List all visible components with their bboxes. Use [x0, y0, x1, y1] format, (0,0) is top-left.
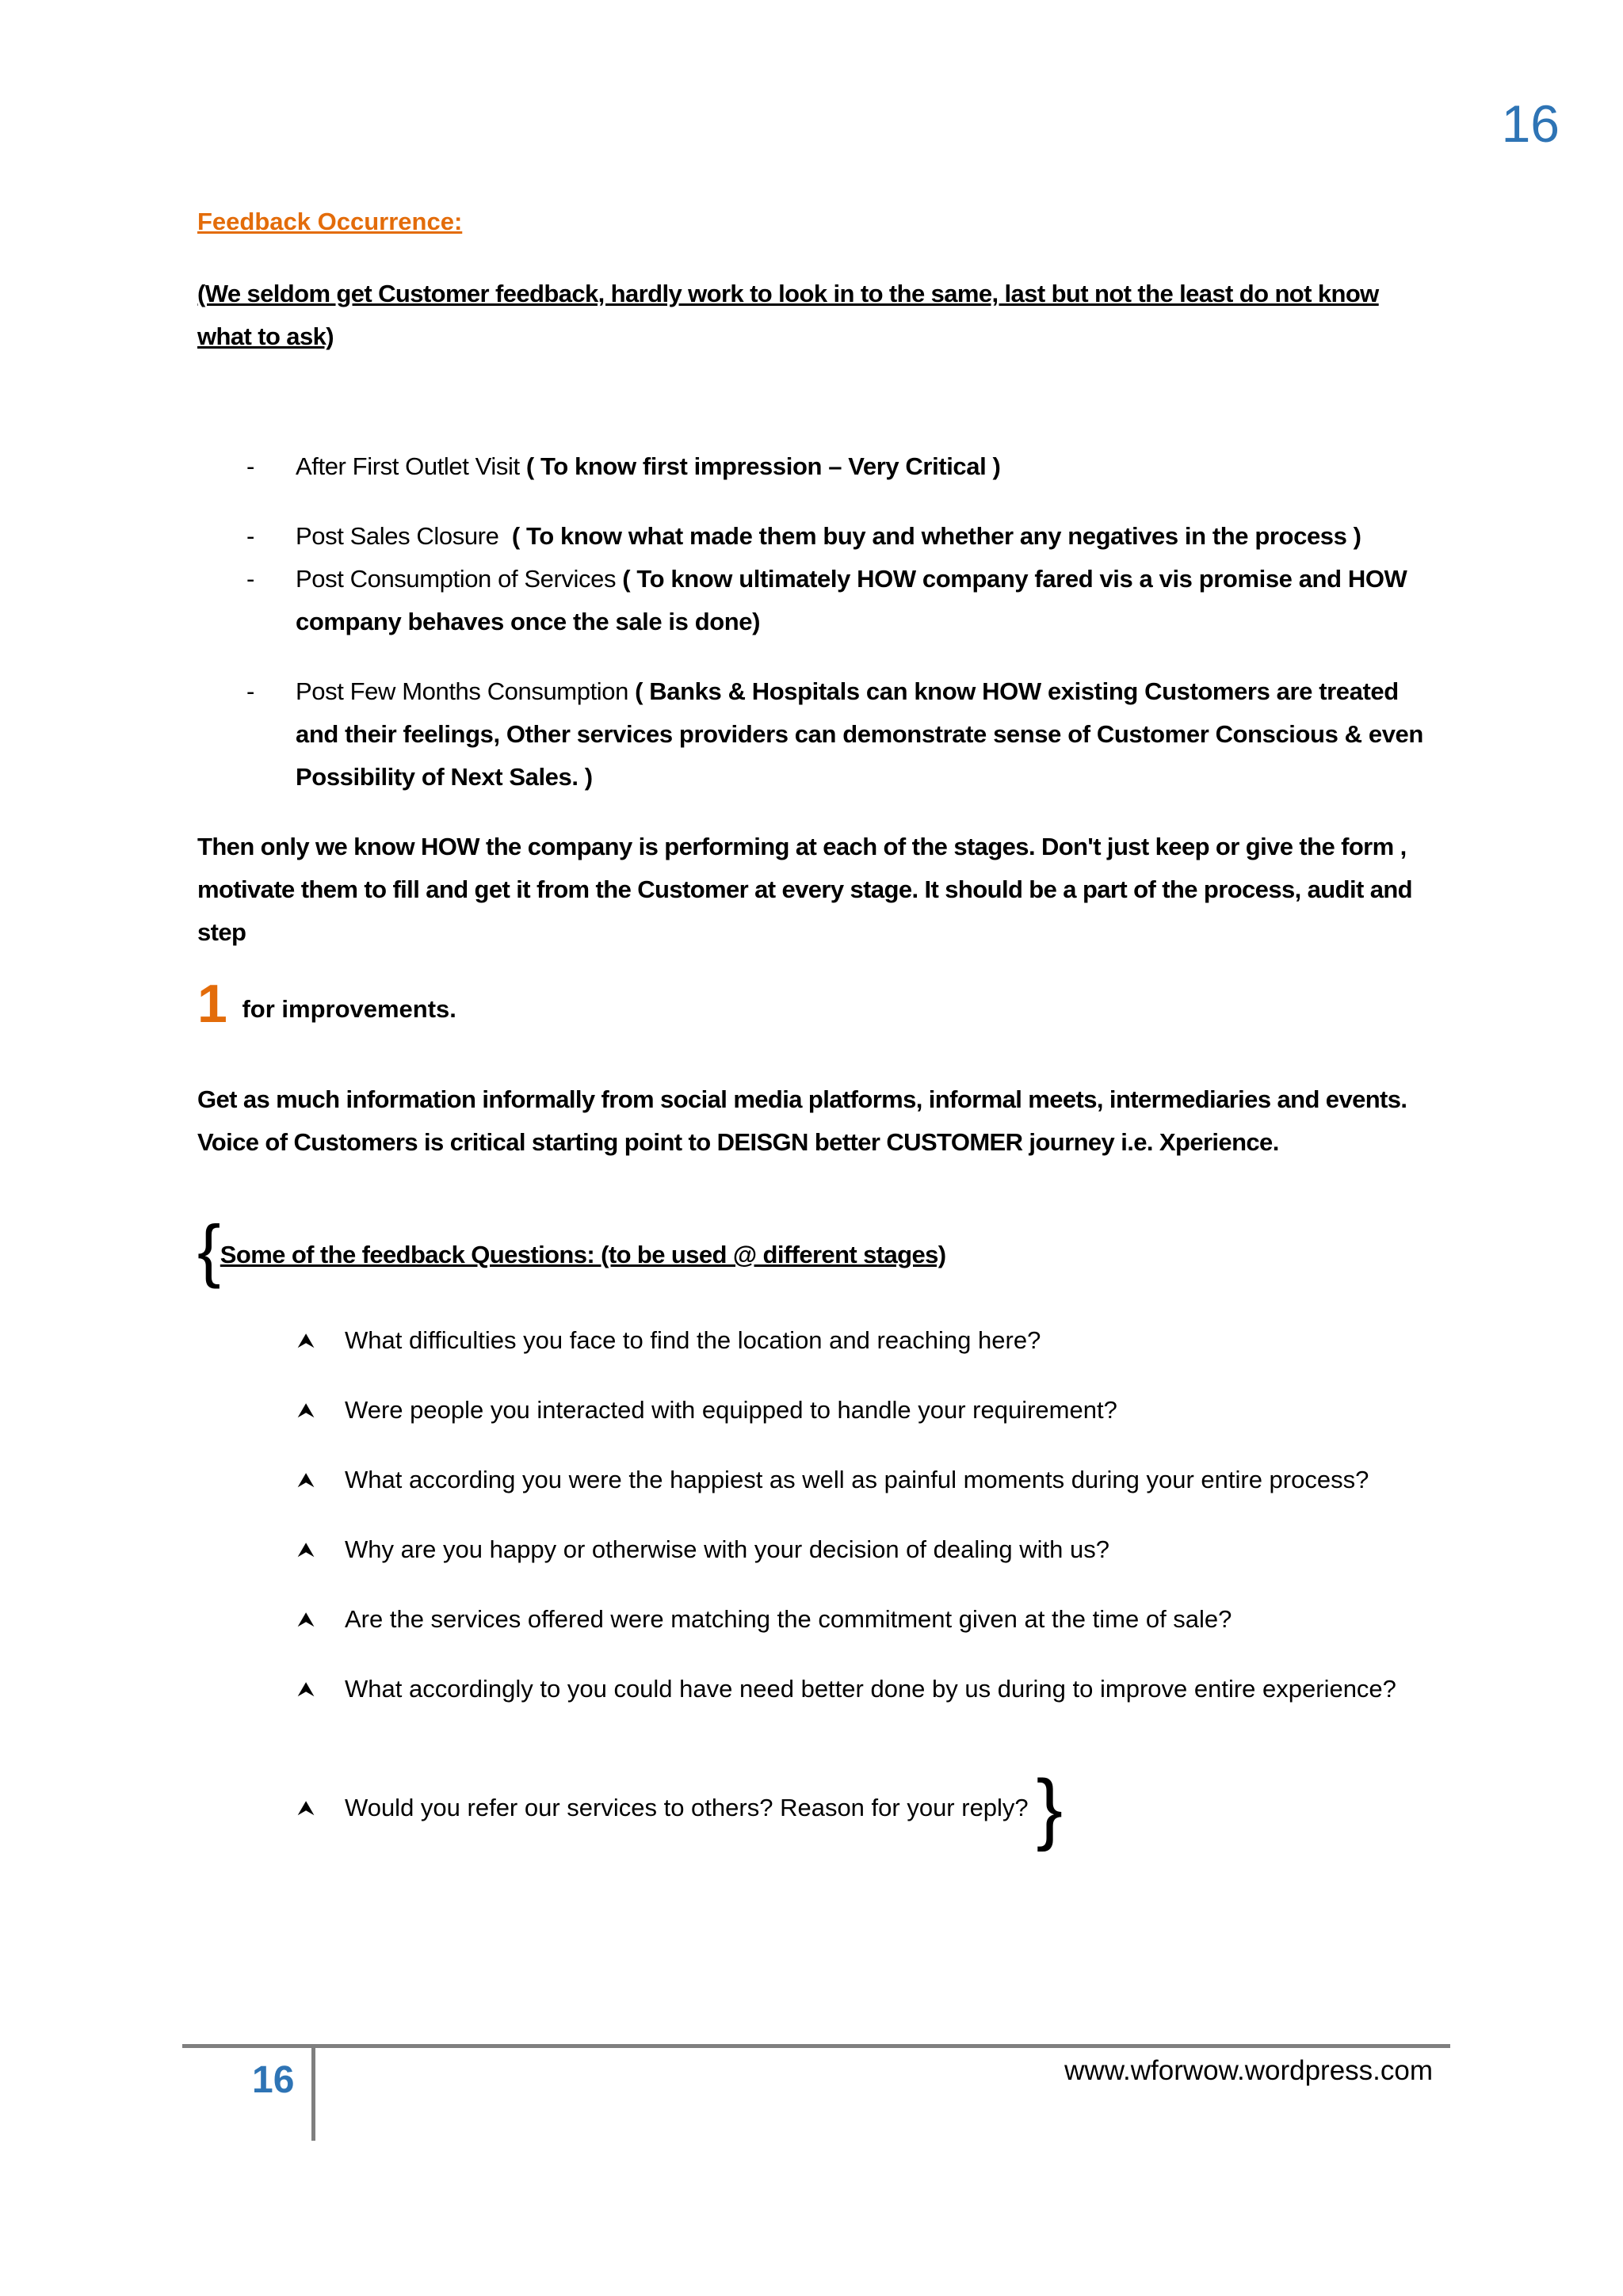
stage-label: After First Outlet Visit: [296, 452, 520, 480]
question-text: What according you were the happiest as well as painful moments during your entire process?: [345, 1466, 1369, 1493]
question-text: Are the services offered were matching the commitment given at the time of sale?: [345, 1605, 1232, 1633]
questions-heading: [197, 1211, 1438, 1289]
question-item: [197, 1598, 1438, 1641]
open-brace: {: [197, 1211, 220, 1289]
step-number: 1: [197, 974, 227, 1034]
arrowhead-up-icon: ⮝: [297, 1608, 315, 1631]
dash-bullet: -: [246, 565, 254, 593]
close-brace: }: [1036, 1764, 1064, 1852]
step-line: [197, 976, 1438, 1037]
arrowhead-up-icon: ⮝: [297, 1398, 315, 1422]
header-page-number: 16: [1501, 94, 1560, 153]
dash-bullet: -: [246, 452, 254, 480]
question-text: Were people you interacted with equipped to handle your requirement?: [345, 1396, 1117, 1424]
dash-bullet: -: [246, 522, 254, 550]
stage-item: [197, 445, 1438, 488]
stage-note: ( To know what made them buy and whether any negatives in the process ): [511, 522, 1361, 550]
dash-bullet: -: [246, 677, 254, 705]
step-text: for improvements.: [242, 995, 456, 1023]
stage-label: Post Consumption of Services: [296, 565, 617, 593]
arrowhead-up-icon: ⮝: [297, 1796, 315, 1820]
page-content: [197, 204, 1438, 1856]
footer-url: www.wforwow.wordpress.com: [1064, 2055, 1433, 2086]
voice-line: Get as much information informally from social media platforms, informal meets, intermediaries and events.: [197, 1085, 1407, 1113]
arrowhead-up-icon: ⮝: [297, 1468, 315, 1492]
question-text: What accordingly to you could have need better done by us during to improve entire experience?: [345, 1675, 1396, 1703]
arrowhead-up-icon: ⮝: [297, 1677, 315, 1701]
questions-heading-text: Some of the feedback Questions: (to be used @ different stages): [220, 1241, 946, 1268]
stage-label: Post Few Months Consumption: [296, 677, 628, 705]
stage-item: [197, 670, 1438, 799]
voice-line: Voice of Customers is critical starting point to DEISGN better CUSTOMER journey i.e. Xperience.: [197, 1128, 1279, 1156]
stage-list: [197, 445, 1438, 799]
footer-page-number: 16: [252, 2059, 295, 2101]
question-item: [197, 1319, 1438, 1362]
footer-divider: [311, 2044, 315, 2141]
process-paragraph: Then only we know HOW the company is performing at each of the stages. Don't just keep or give the form , motivate them to fill and get it from the Customer at every stage. It should be a part of the process, audit and step: [197, 833, 1413, 946]
question-item: [197, 1764, 1438, 1852]
footer-rule: [182, 2044, 1450, 2048]
arrowhead-up-icon: ⮝: [297, 1329, 315, 1352]
question-item: [197, 1389, 1438, 1432]
stage-note: ( To know ultimately HOW company fared vis a vis promise and HOW company behaves once the sale is done): [296, 565, 1407, 635]
voice-paragraph: [197, 1078, 1438, 1164]
question-list: [197, 1319, 1438, 1852]
question-text: Why are you happy or otherwise with your decision of dealing with us?: [345, 1535, 1109, 1563]
section-title: Feedback Occurrence:: [197, 208, 463, 235]
question-text: Would you refer our services to others? Reason for your reply?: [345, 1794, 1029, 1821]
stage-label: Post Sales Closure: [296, 522, 499, 550]
question-item: [197, 1668, 1438, 1711]
question-item: [197, 1459, 1438, 1501]
stage-item: [197, 515, 1438, 558]
question-text: What difficulties you face to find the location and reaching here?: [345, 1326, 1041, 1354]
question-item: [197, 1528, 1438, 1571]
stage-note: ( To know first impression – Very Critical ): [525, 452, 1001, 480]
arrowhead-up-icon: ⮝: [297, 1538, 315, 1562]
stage-item: [197, 558, 1438, 643]
stage-note: ( Banks & Hospitals can know HOW existing Customers are treated and their feelings, Other services providers can demonstrate sense of Customer Conscious & even Possibility of Next Sales. ): [296, 677, 1423, 791]
section-intro: (We seldom get Customer feedback, hardly work to look in to the same, last but not the least do not know what to ask): [197, 280, 1379, 350]
